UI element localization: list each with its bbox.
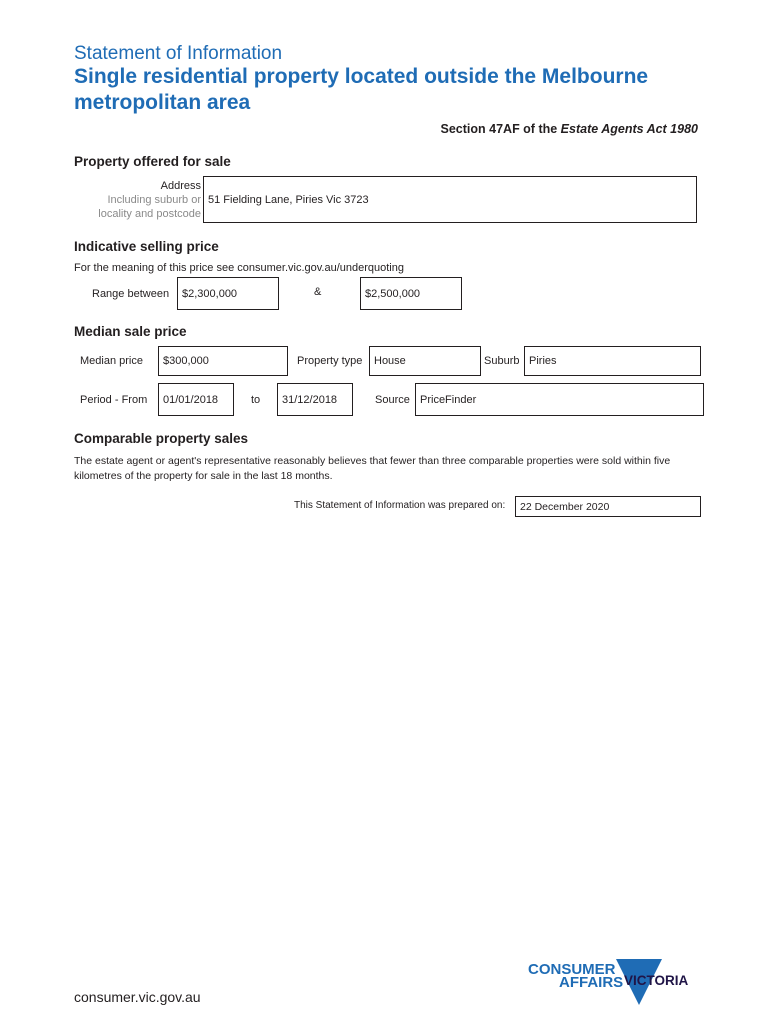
- period-from-label: Period - From: [80, 394, 148, 406]
- logo-word-affairs: AFFAIRS: [559, 974, 624, 991]
- suburb-label: Suburb: [484, 355, 520, 367]
- prepared-date-value: 22 December 2020: [520, 500, 610, 513]
- legislation-reference: [441, 122, 698, 136]
- comparable-heading: Comparable property sales: [74, 431, 249, 446]
- period-to-field[interactable]: [277, 383, 353, 416]
- property-type-value: House: [374, 355, 406, 367]
- source-label: Source: [375, 394, 410, 406]
- source-field[interactable]: [415, 383, 704, 416]
- property-type-label: Property type: [297, 355, 363, 367]
- period-from-value: 01/01/2018: [163, 393, 219, 406]
- underquoting-note: For the meaning of this price see consumer.vic.gov.au/underquoting: [74, 262, 404, 274]
- median-price-value: $300,000: [163, 355, 209, 367]
- property-offered-heading: Property offered for sale: [74, 154, 231, 169]
- comparable-statement: The estate agent or agent's representative reasonably believes that fewer than three comparable properties were sold within five kilometres of the property for sale in the last 18 months.: [74, 455, 671, 482]
- period-from-field[interactable]: [158, 383, 234, 416]
- suburb-value: Piries: [529, 355, 557, 367]
- range-label: Range between: [92, 288, 170, 300]
- logo-word-victoria: VICTORIA: [624, 973, 689, 988]
- period-to-label: to: [251, 394, 261, 406]
- document-kicker: Statement of Information: [74, 43, 283, 64]
- price-high-value: $2,500,000: [365, 287, 421, 300]
- period-to-value: 31/12/2018: [282, 393, 338, 406]
- address-sublabel-1: Including suburb or: [107, 194, 201, 206]
- logo-word-consumer: CONSUMER: [528, 961, 616, 978]
- price-low-value: $2,300,000: [182, 287, 238, 300]
- address-sublabel-2: locality and postcode: [98, 208, 201, 220]
- suburb-field[interactable]: [524, 346, 701, 376]
- indicative-price-heading: Indicative selling price: [74, 239, 219, 254]
- consumer-affairs-logo-graphic: [528, 957, 708, 1007]
- footer-url[interactable]: consumer.vic.gov.au: [74, 989, 201, 1005]
- range-and-symbol: &: [314, 286, 322, 298]
- prepared-on-label: This Statement of Information was prepared on:: [294, 500, 506, 511]
- source-value: PriceFinder: [420, 393, 477, 406]
- prepared-date-field[interactable]: [515, 496, 701, 517]
- document-title: Single residential property located outside the Melbourne metropolitan area: [74, 65, 649, 114]
- address-label: Address: [160, 180, 201, 192]
- legislation-prefix: Section 47AF of the: [440, 122, 561, 136]
- address-field[interactable]: [203, 176, 697, 223]
- act-name: Estate Agents Act 1980: [560, 122, 698, 136]
- price-low-field[interactable]: [177, 277, 279, 310]
- median-heading: Median sale price: [74, 324, 187, 339]
- median-price-label: Median price: [80, 355, 143, 367]
- median-price-field[interactable]: [158, 346, 288, 376]
- consumer-affairs-victoria-logo: [528, 957, 708, 1007]
- property-type-field[interactable]: [369, 346, 481, 376]
- price-high-field[interactable]: [360, 277, 462, 310]
- address-value: 51 Fielding Lane, Piries Vic 3723: [208, 194, 369, 206]
